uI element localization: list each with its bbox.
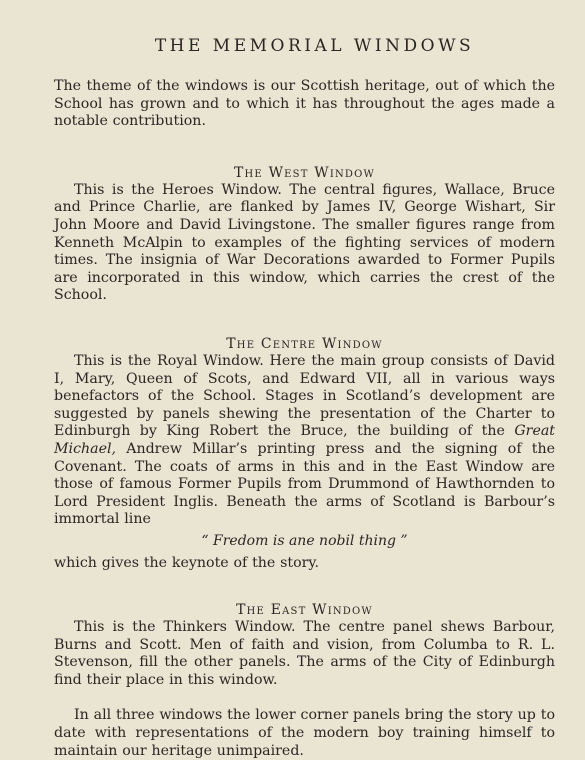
west-window-section — [54, 164, 555, 305]
centre-text-italic: Great Michael, — [54, 423, 555, 457]
centre-window-section — [54, 335, 555, 573]
page-title: THE MEMORIAL WINDOWS — [154, 36, 475, 56]
centre-window-closing: which gives the keynote of the story. — [54, 555, 320, 572]
intro-paragraph: The theme of the windows is our Scottish heritage, out of which the School has grown and to which it has throughout the ages made a notable contribution. — [54, 78, 555, 130]
centre-window-text — [54, 353, 555, 529]
centre-window-heading: The Centre Window — [226, 335, 383, 352]
closing-paragraph: In all three windows the lower corner panels bring the story up to date with representations of the modern boy training himself to maintain our heritage unimpaired. — [54, 707, 555, 759]
east-window-section — [54, 601, 555, 689]
west-window-heading: The West Window — [233, 164, 376, 181]
east-window-text: This is the Thinkers Window. The centre panel shews Barbour, Burns and Scott. Men of faith and vision, from Columba to R. L. Stevenson, fill the other panels. The arms of the City of Edinburgh find their place in this window. — [54, 619, 555, 688]
west-window-text: This is the Heroes Window. The central figures, Wallace, Bruce and Prince Charlie, are flanked by James IV, George Wishart, Sir John Moore and David Livingstone. The smaller figures range from Kenneth McAlpin to examples of the fighting services of modern times. The insignia of War Decorations awarded to Former Pupils are incorporated in this window, which carries the crest of the School. — [54, 181, 555, 304]
centre-text-part1: This is the Royal Window. Here the main group consists of David I, Mary, Queen of Scots, and Edward VII, all in various ways benefactors of the School. Stages in Scotland’s development are suggested by panels shewing the presentation of the Charter to Edinburgh by King Robert the Bruce, the building of the — [54, 352, 555, 440]
barbour-quote: “ Fredom is ane nobil thing ” — [201, 532, 408, 549]
centre-text-part2: Andrew Millar’s printing press and the signing of the Covenant. The coats of arms in this and in the East Window are those of famous Former Pupils from Drummond of Hawthornden to Lord President Inglis. Beneath the arms of Scotland is Barbour’s immortal line — [54, 440, 555, 528]
east-window-heading: The East Window — [236, 602, 373, 619]
